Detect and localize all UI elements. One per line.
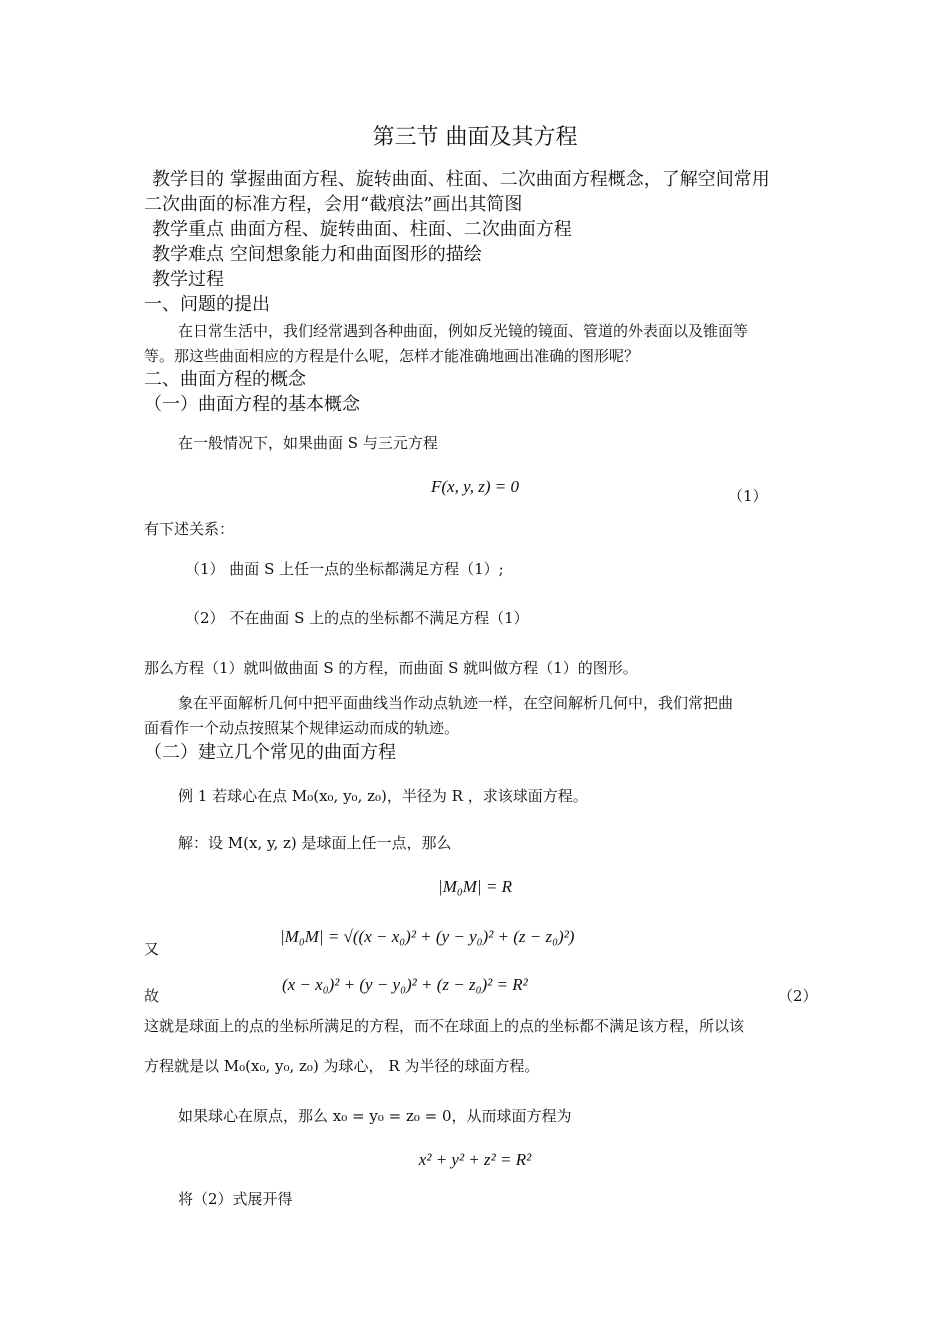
section-1-paragraph-line-1: 在日常生活中，我们经常遇到各种曲面，例如反光镜的镜面、管道的外表面以及锥面等	[178, 322, 749, 340]
expand-line: 将（2）式展开得	[178, 1190, 293, 1208]
equation-1: F(x, y, z) = 0	[431, 477, 519, 496]
section-1-heading: 一、问题的提出	[144, 294, 270, 315]
solution-line: 解：设 M(x, y, z) 是球面上任一点，那么	[178, 834, 452, 852]
page-title: 第三节 曲面及其方程	[372, 125, 578, 150]
equation-distance: |M₀M| = R	[438, 877, 512, 896]
subsection-1-heading: （一）曲面方程的基本概念	[144, 394, 360, 415]
intro-line: 在一般情况下，如果曲面 S 与三元方程	[178, 434, 438, 452]
definition-line: 那么方程（1）就叫做曲面 S 的方程，而曲面 S 就叫做方程（1）的图形。	[144, 659, 638, 677]
explanation-line-2: 方程就是以 M₀(x₀, y₀, z₀) 为球心， R 为半径的球面方程。	[144, 1057, 540, 1075]
section-2-heading: 二、曲面方程的概念	[144, 369, 306, 390]
condition-1: （1） 曲面 S 上任一点的坐标都满足方程（1）;	[185, 560, 504, 578]
subsection-2-heading: （二）建立几个常见的曲面方程	[144, 742, 396, 763]
equation-distance-expanded: |M₀M| = √((x − x₀)² + (y − y₀)² + (z − z₀)²)	[280, 927, 575, 946]
label-you: 又	[144, 940, 160, 958]
label-gu: 故	[144, 987, 160, 1005]
teaching-difficulties: 教学难点 空间想象能力和曲面图形的描绘	[152, 244, 482, 265]
equation-origin-sphere: x² + y² + z² = R²	[418, 1150, 532, 1169]
equation-1-number: （1）	[728, 487, 768, 505]
equation-2-number: （2）	[778, 987, 818, 1005]
teaching-objective-line-2: 二次曲面的标准方程，会用“截痕法”画出其简图	[144, 194, 523, 215]
teaching-key-points: 教学重点 曲面方程、旋转曲面、柱面、二次曲面方程	[152, 219, 572, 240]
teaching-objective-line-1: 教学目的 掌握曲面方程、旋转曲面、柱面、二次曲面方程概念，了解空间常用	[152, 169, 770, 190]
relation-line: 有下述关系：	[144, 520, 235, 538]
condition-2: （2） 不在曲面 S 上的点的坐标都不满足方程（1）	[185, 609, 529, 627]
explanation-line-1: 这就是球面上的点的坐标所满足的方程，而不在球面上的点的坐标都不满足该方程，所以该	[144, 1017, 745, 1035]
example-1: 例 1 若球心在点 M₀(x₀, y₀, z₀)，半径为 R ，求该球面方程。	[178, 787, 588, 805]
origin-case-line: 如果球心在原点，那么 x₀ = y₀ = z₀ = 0，从而球面方程为	[178, 1107, 572, 1125]
analogy-line-1: 象在平面解析几何中把平面曲线当作动点轨迹一样，在空间解析几何中，我们常把曲	[178, 694, 734, 712]
analogy-line-2: 面看作一个动点按照某个规律运动而成的轨迹。	[144, 719, 460, 737]
teaching-process: 教学过程	[152, 269, 224, 290]
equation-2: (x − x₀)² + (y − y₀)² + (z − z₀)² = R²	[282, 975, 528, 994]
section-1-paragraph-line-2: 等。那这些曲面相应的方程是什么呢，怎样才能准确地画出准确的图形呢？	[144, 347, 640, 365]
